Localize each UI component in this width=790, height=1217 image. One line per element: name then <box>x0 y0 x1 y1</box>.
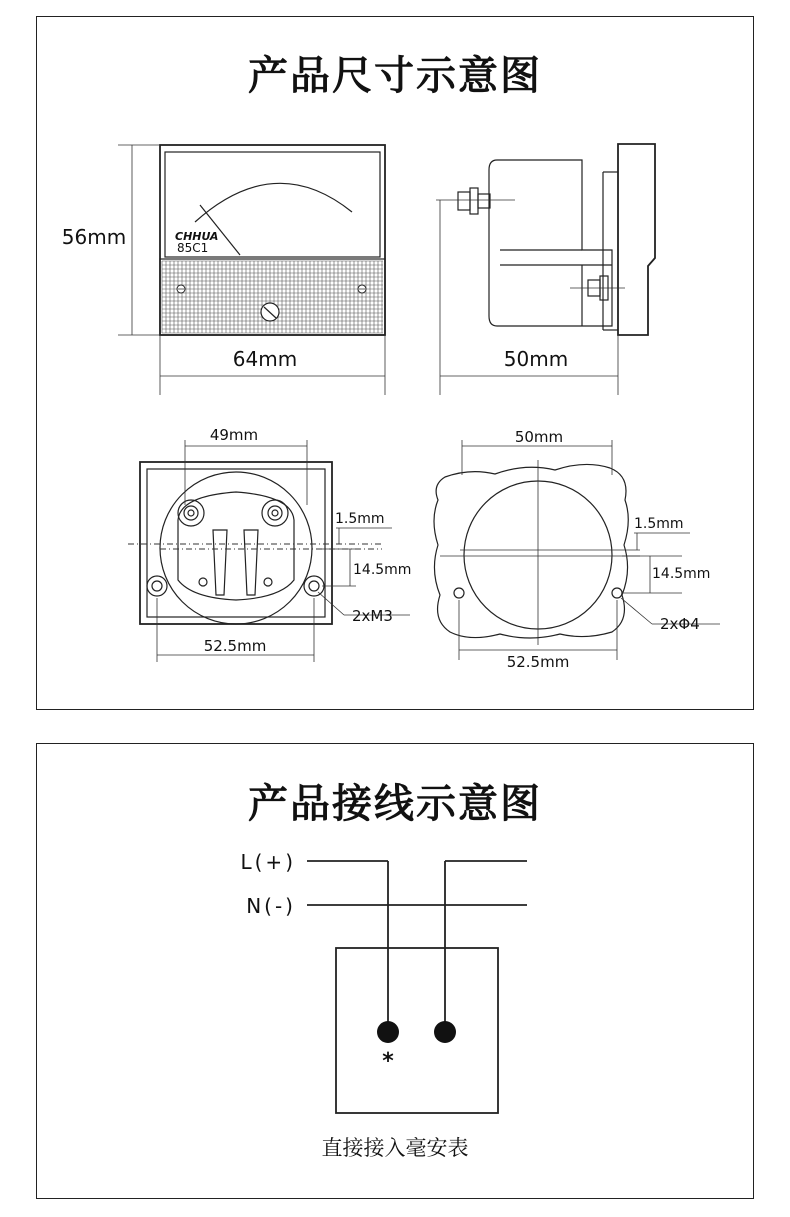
screw-label: 2xM3 <box>352 607 393 625</box>
stud-spacing-label: 49mm <box>209 426 259 444</box>
rear-lead-left <box>213 530 227 595</box>
brand-label: CHHUA <box>175 230 219 243</box>
vertical-offset-label: 14.5mm <box>353 562 412 578</box>
cutout-view <box>434 428 720 671</box>
terminal-mark: * <box>382 1049 394 1074</box>
mount-spacing-label: 52.5mm <box>203 637 267 655</box>
wiring-title: 产品接线示意图 <box>248 781 542 827</box>
dimension-title: 产品尺寸示意图 <box>248 53 542 99</box>
rear-stud-right-outer <box>262 500 288 526</box>
side-body <box>489 160 612 326</box>
cutout-hole-left <box>454 588 464 598</box>
cutout-offset-label: 1.5mm <box>634 516 684 532</box>
front-grid <box>162 261 383 333</box>
mount-screw-left <box>147 576 167 596</box>
line-positive-label: L(+) <box>240 850 296 874</box>
offset-label: 1.5mm <box>335 511 385 527</box>
wiring-caption: 直接接入毫安表 <box>321 1136 469 1160</box>
hole-label: 2xΦ4 <box>660 615 700 633</box>
rear-stud-left-outer <box>178 500 204 526</box>
cutout-diameter-label: 50mm <box>514 428 564 446</box>
side-terminal-washer-top <box>470 188 478 214</box>
depth-dimension-label: 50mm <box>503 347 569 371</box>
rear-inner-frame <box>147 469 325 617</box>
side-front-bezel <box>618 144 655 335</box>
side-terminal-nut-top <box>458 192 470 210</box>
scale-arc <box>195 183 352 222</box>
rear-lead-right <box>244 530 258 595</box>
front-view <box>62 145 385 395</box>
panel-cutout-outline <box>434 464 628 638</box>
cutout-vertical-label: 14.5mm <box>652 566 711 582</box>
model-label: 85C1 <box>177 241 209 255</box>
height-dimension-label: 56mm <box>61 225 127 249</box>
cutout-spacing-label: 52.5mm <box>506 653 570 671</box>
side-view <box>436 144 655 395</box>
width-dimension-label: 64mm <box>232 347 298 371</box>
line-negative-label: N(-) <box>246 894 296 918</box>
cutout-hole-right <box>612 588 622 598</box>
rear-view <box>128 426 411 662</box>
mount-screw-right <box>304 576 324 596</box>
rear-case-circle <box>160 472 312 624</box>
